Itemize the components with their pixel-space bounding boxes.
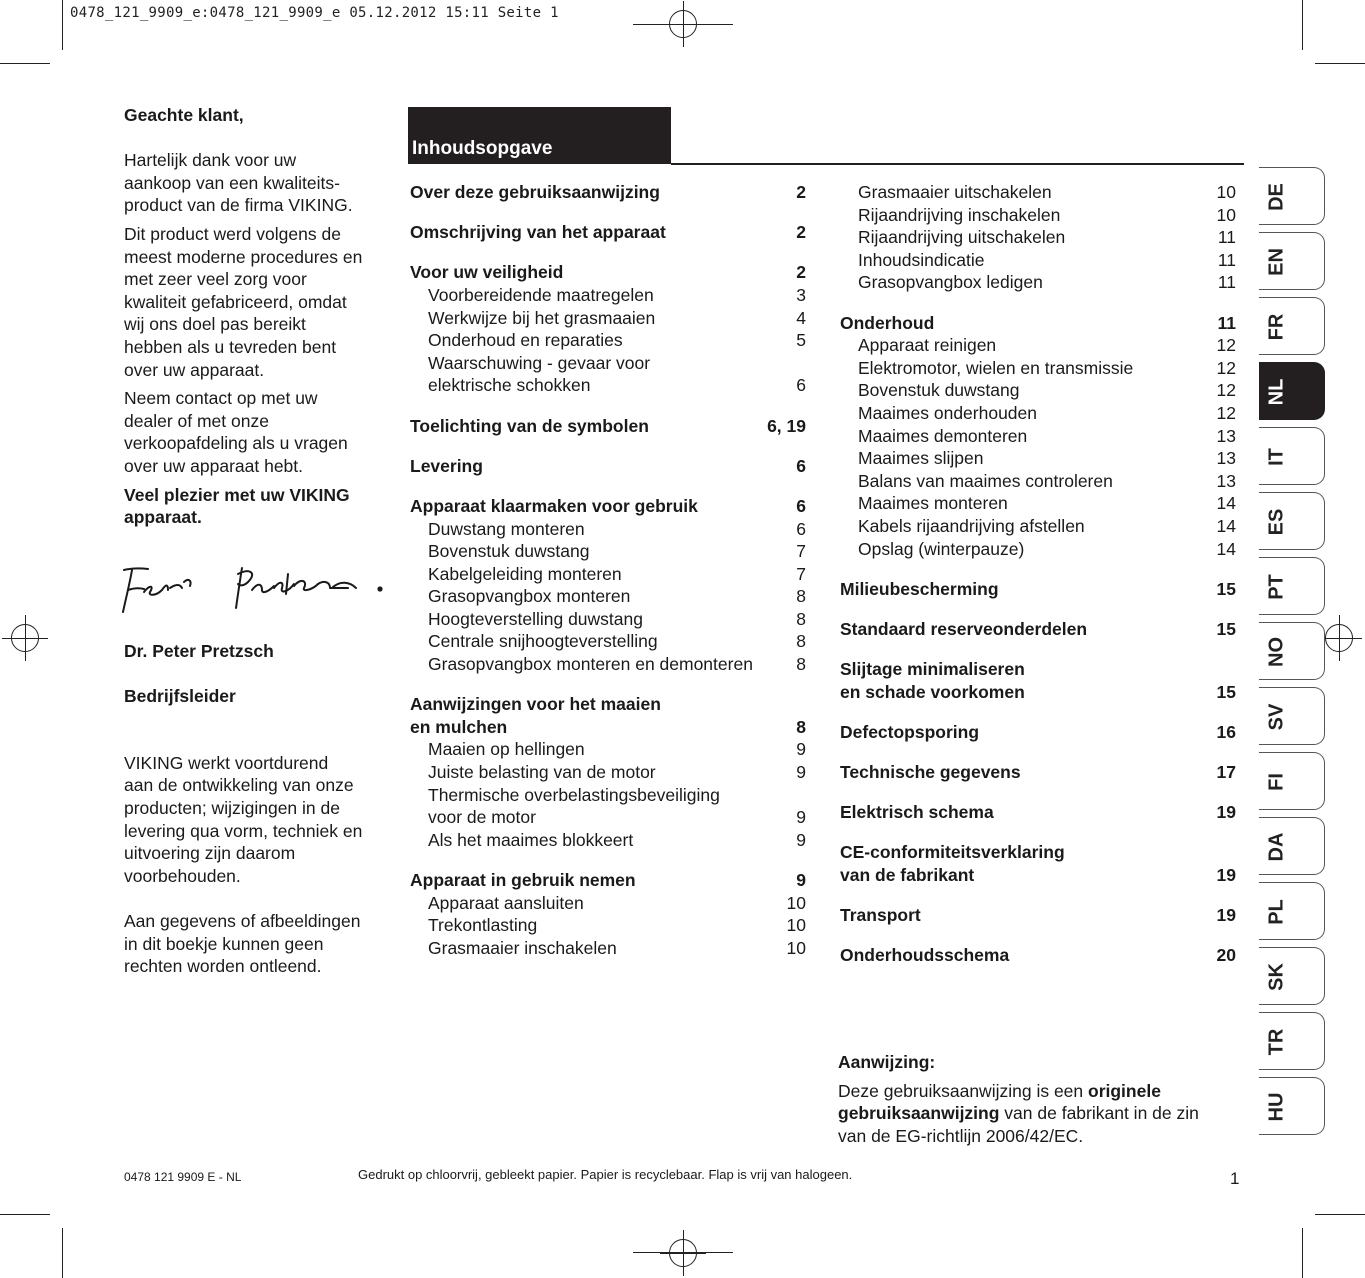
crop-mark <box>1315 1214 1365 1215</box>
toc-subsection-entry <box>410 937 806 960</box>
toc-entry-page: 10 <box>1216 182 1236 202</box>
toc-section-entry <box>840 944 1236 967</box>
toc-entry-page: 15 <box>1216 681 1236 702</box>
toc-entry-label: Over deze gebruiksaanwijzing <box>410 182 660 202</box>
toc-section-entry <box>840 721 1236 744</box>
toc-section-entry <box>840 618 1236 641</box>
toc-entry-label: Apparaat klaarmaken voor gebruik <box>410 495 698 516</box>
toc-entry-page: 6, 19 <box>767 415 806 436</box>
toc-entry-page: 14 <box>1216 493 1236 514</box>
crop-mark <box>1302 0 1303 50</box>
toc-entry-label: Standaard reserveonderdelen <box>840 618 1088 639</box>
toc-subsection-entry <box>410 761 806 784</box>
toc-entry-label: CE-conformiteitsverklaring van de fabrikant <box>840 842 1065 885</box>
toc-entry-label: Milieubescherming <box>840 578 999 599</box>
toc-section-entry <box>410 455 806 478</box>
crop-mark <box>62 0 63 50</box>
toc-entry-page: 2 <box>796 262 806 283</box>
toc-section-entry <box>410 495 806 518</box>
toc-entry-page: 12 <box>1216 357 1236 378</box>
document-code: 0478 121 9909 E - NL <box>124 1170 242 1184</box>
toc-entry-label: Als het maaimes blokkeert <box>428 829 634 850</box>
toc-entry-label: Maaimes monteren <box>858 493 1008 514</box>
toc-entry-page: 6 <box>796 518 806 539</box>
toc-subsection-entry <box>410 563 806 586</box>
toc-entry-page: 9 <box>796 870 806 890</box>
toc-subsection-entry <box>410 540 806 563</box>
toc-entry-page: 4 <box>796 307 806 328</box>
toc-entry-label: Levering <box>410 455 483 476</box>
language-tab-de[interactable] <box>1259 167 1325 225</box>
toc-subsection-entry <box>410 307 806 330</box>
crop-mark <box>1302 1228 1303 1278</box>
toc-entry-page: 2 <box>796 182 806 202</box>
toc-entry-label: Balans van maaimes controleren <box>858 470 1113 491</box>
toc-divider <box>671 163 1244 165</box>
language-tabs <box>1259 167 1326 1142</box>
toc-entry-label: Trekontlasting <box>428 915 538 936</box>
language-tab-label: PT <box>1265 574 1288 600</box>
language-tab-es[interactable] <box>1259 492 1325 550</box>
toc-subsection-entry <box>840 492 1236 515</box>
toc-entry-page: 10 <box>786 892 806 913</box>
toc-section-entry <box>410 221 806 244</box>
toc-entry-label: Technische gegevens <box>840 762 1021 783</box>
toc-entry-label: Kabelgeleiding monteren <box>428 563 622 584</box>
toc-entry-page: 10 <box>786 915 806 936</box>
toc-entry-page: 6 <box>796 495 806 516</box>
toc-section-entry <box>410 693 806 738</box>
disclaimer-paragraph-2: Aan gegevens of afbeeldingen in dit boekje kunnen geen rechten worden ontleend. <box>124 910 361 977</box>
toc-section-entry <box>840 841 1236 886</box>
toc-entry-page: 13 <box>1216 448 1236 469</box>
toc-entry-label: Grasopvangbox monteren en demonteren <box>428 654 753 675</box>
toc-entry-label: Grasmaaier inschakelen <box>428 937 617 958</box>
greeting: Geachte klant, <box>124 105 244 125</box>
toc-entry-label: Hoogteverstelling duwstang <box>428 608 643 629</box>
toc-subsection-entry <box>840 402 1236 425</box>
language-tab-label: NL <box>1265 378 1288 406</box>
intro-paragraph-1: Hartelijk dank voor uw aankoop van een kwaliteits- product van de firma VIKING. <box>124 150 353 216</box>
toc-subsection-entry <box>410 630 806 653</box>
toc-entry-label: Apparaat reinigen <box>858 335 997 356</box>
toc-subsection-entry <box>840 538 1236 561</box>
toc-entry-label: Transport <box>840 905 921 926</box>
toc-subsection-entry <box>840 181 1236 204</box>
crop-mark <box>0 1214 50 1215</box>
toc-entry-page: 10 <box>786 937 806 958</box>
toc-subsection-entry <box>840 357 1236 380</box>
toc-entry-label: Juiste belasting van de motor <box>428 762 656 783</box>
toc-entry-page: 8 <box>796 608 806 629</box>
toc-entry-page: 19 <box>1216 802 1236 823</box>
toc-section-entry <box>840 801 1236 824</box>
note-text <box>838 1080 1238 1148</box>
language-tab-label: SV <box>1265 703 1288 731</box>
language-tab-sk[interactable] <box>1259 947 1325 1005</box>
crop-mark <box>0 63 50 64</box>
toc-entry-page: 5 <box>796 330 806 351</box>
language-tab-nl[interactable] <box>1259 362 1325 420</box>
language-tab-label: HU <box>1265 1092 1288 1122</box>
toc-entry-label: Voorbereidende maatregelen <box>428 284 654 305</box>
toc-subsection-entry <box>410 653 806 676</box>
page-number: 1 <box>1230 1169 1240 1188</box>
toc-subsection-entry <box>840 334 1236 357</box>
toc-entry-label: Centrale snijhoogteverstelling <box>428 631 658 652</box>
language-tab-label: DE <box>1265 183 1288 211</box>
language-tab-it[interactable] <box>1259 427 1325 485</box>
note-heading: Aanwijzing: <box>838 1052 936 1072</box>
toc-subsection-entry <box>410 585 806 608</box>
print-slug: 0478_121_9909_e:0478_121_9909_e 05.12.2012 15:11 Seite 1 <box>70 5 559 21</box>
toc-subsection-entry <box>410 829 806 852</box>
toc-subsection-entry <box>840 425 1236 448</box>
note-text-part: van de fabrikant in de zin van de EG-richtlijn 2006/42/EC. <box>838 1103 1199 1146</box>
toc-entry-page: 12 <box>1216 380 1236 401</box>
toc-title: Inhoudsopgave <box>408 107 671 164</box>
language-tab-label: FR <box>1265 313 1288 341</box>
toc-entry-page: 15 <box>1216 618 1236 639</box>
toc-entry-label: Omschrijving van het apparaat <box>410 222 666 243</box>
signature-icon <box>118 560 390 618</box>
language-tab-en[interactable] <box>1259 232 1325 290</box>
toc-subsection-entry <box>840 249 1236 272</box>
language-tab-fr[interactable] <box>1259 297 1325 355</box>
toc-entry-label: Onderhoud <box>840 312 935 333</box>
toc-entry-page: 14 <box>1216 515 1236 536</box>
toc-entry-label: Kabels rijaandrijving afstellen <box>858 515 1085 536</box>
toc-entry-label: Apparaat aansluiten <box>428 892 584 913</box>
toc-entry-page: 13 <box>1216 425 1236 446</box>
toc-entry-label: Slijtage minimaliseren en schade voorkomen <box>840 659 1025 702</box>
toc-entry-page: 2 <box>796 222 806 243</box>
language-tab-label: ES <box>1265 508 1288 536</box>
language-tab-tr[interactable] <box>1259 1012 1325 1070</box>
toc-entry-page: 9 <box>796 739 806 760</box>
note-block <box>838 1051 1238 1147</box>
toc-column-left <box>410 181 806 959</box>
registration-mark-icon <box>669 1239 697 1267</box>
toc-entry-page: 11 <box>1217 312 1236 333</box>
language-tab-label: FI <box>1265 773 1288 791</box>
toc-subsection-entry <box>840 447 1236 470</box>
note-text-part: Deze gebruiksaanwijzing is een <box>838 1080 1088 1101</box>
toc-entry-label: Aanwijzingen voor het maaien en mulchen <box>410 694 661 737</box>
toc-entry-label: Rijaandrijving uitschakelen <box>858 227 1066 248</box>
toc-entry-page: 17 <box>1216 762 1236 783</box>
toc-entry-page: 10 <box>1216 204 1236 225</box>
toc-subsection-entry <box>410 892 806 915</box>
toc-entry-page: 11 <box>1217 249 1236 270</box>
toc-entry-label: Maaimes slijpen <box>858 448 984 469</box>
toc-section-entry <box>840 312 1236 335</box>
toc-subsection-entry <box>840 470 1236 493</box>
toc-entry-page: 12 <box>1216 402 1236 423</box>
toc-entry-page: 3 <box>796 284 806 305</box>
note-text-emphasis: originele gebruiksaanwijzing <box>838 1080 1161 1124</box>
toc-entry-label: Maaimes demonteren <box>858 425 1028 446</box>
toc-subsection-entry <box>410 284 806 307</box>
toc-subsection-entry <box>410 608 806 631</box>
toc-entry-label: Maaien op hellingen <box>428 739 585 760</box>
toc-entry-page: 9 <box>796 829 806 850</box>
toc-subsection-entry <box>410 329 806 352</box>
toc-entry-page: 15 <box>1216 578 1236 599</box>
signer-block <box>124 640 386 978</box>
toc-entry-page: 11 <box>1217 272 1236 293</box>
toc-entry-page: 9 <box>796 807 806 828</box>
language-tab-label: EN <box>1265 248 1288 276</box>
toc-entry-label: Apparaat in gebruik nemen <box>410 870 636 890</box>
toc-entry-page: 9 <box>796 762 806 783</box>
intro-paragraph-3: Neem contact op met uw dealer of met onze verkoopafdeling als u vragen over uw apparaat hebt. <box>124 388 348 476</box>
toc-entry-page: 8 <box>796 631 806 652</box>
toc-section-entry <box>840 578 1236 601</box>
toc-column-right <box>840 181 1236 967</box>
language-tab-fi[interactable] <box>1259 752 1325 810</box>
toc-entry-page: 12 <box>1216 335 1236 356</box>
language-tab-hu[interactable] <box>1259 1077 1325 1135</box>
toc-section-entry <box>410 869 806 892</box>
toc-section-entry <box>840 658 1236 703</box>
toc-entry-label: Waarschuwing - gevaar voor elektrische schokken <box>428 352 651 396</box>
toc-entry-label: Elektromotor, wielen en transmissie <box>858 357 1134 378</box>
toc-entry-label: Grasmaaier uitschakelen <box>858 182 1052 202</box>
language-tab-label: TR <box>1265 1028 1288 1056</box>
toc-subsection-entry <box>410 738 806 761</box>
toc-entry-page: 19 <box>1216 905 1236 926</box>
disclaimer-paragraph-1: VIKING werkt voortdurend aan de ontwikkeling van onze producten; wijzigingen in de levering qua vorm, techniek en uitvoering zijn daarom voorbehouden. <box>124 752 363 886</box>
toc-entry-label: Bovenstuk duwstang <box>858 380 1020 401</box>
registration-mark-icon <box>669 10 697 38</box>
toc-entry-page: 16 <box>1216 721 1236 742</box>
toc-entry-label: Bovenstuk duwstang <box>428 541 590 562</box>
language-tab-label: SK <box>1265 963 1288 991</box>
toc-entry-label: Maaimes onderhouden <box>858 402 1038 423</box>
language-tab-sv[interactable] <box>1259 687 1325 745</box>
toc-entry-label: Grasopvangbox ledigen <box>858 272 1043 293</box>
language-tab-pl[interactable] <box>1259 882 1325 940</box>
toc-entry-page: 11 <box>1217 227 1236 248</box>
toc-entry-page: 8 <box>796 654 806 675</box>
toc-subsection-entry <box>840 379 1236 402</box>
toc-entry-label: Werkwijze bij het grasmaaien <box>428 307 656 328</box>
toc-section-entry <box>410 415 806 438</box>
language-tab-label: DA <box>1265 832 1288 862</box>
toc-section-entry <box>410 261 806 284</box>
toc-entry-page: 20 <box>1216 945 1236 966</box>
language-tab-label: NO <box>1265 637 1288 667</box>
registration-mark-icon <box>11 624 39 652</box>
registration-mark-icon <box>1325 624 1353 652</box>
language-tab-label: IT <box>1265 448 1288 466</box>
toc-subsection-entry <box>840 226 1236 249</box>
toc-subsection-entry <box>840 515 1236 538</box>
toc-section-entry <box>840 761 1236 784</box>
toc-entry-page: 7 <box>796 541 806 562</box>
toc-entry-label: Inhoudsindicatie <box>858 249 985 270</box>
toc-entry-page: 8 <box>796 586 806 607</box>
intro-paragraph-2: Dit product werd volgens de meest moderne procedures en met zeer veel zorg voor kwaliteit gefabriceerd, omdat wij ons doel pas bereikt hebben als u tevreden bent over uw apparaat. <box>124 223 363 380</box>
toc-subsection-entry <box>410 518 806 541</box>
toc-subsection-entry <box>410 784 806 829</box>
toc-entry-page: 7 <box>796 563 806 584</box>
intro-column <box>124 104 386 529</box>
toc-entry-label: Voor uw veiligheid <box>410 262 564 283</box>
toc-entry-page: 8 <box>796 716 806 737</box>
toc-section-entry <box>840 904 1236 927</box>
signer-title: Bedrijfsleider <box>124 686 236 707</box>
toc-entry-label: Toelichting van de symbolen <box>410 415 649 436</box>
toc-entry-label: Onderhoud en reparaties <box>428 330 623 351</box>
language-tab-no[interactable] <box>1259 622 1325 680</box>
toc-entry-label: Thermische overbelastingsbeveiliging voor de motor <box>428 784 720 828</box>
toc-entry-page: 6 <box>796 375 806 396</box>
toc-subsection-entry <box>840 271 1236 294</box>
toc-entry-label: Grasopvangbox monteren <box>428 586 631 607</box>
toc-entry-label: Onderhoudsschema <box>840 945 1010 966</box>
toc-entry-label: Elektrisch schema <box>840 802 994 823</box>
toc-subsection-entry <box>410 352 806 397</box>
toc-entry-label: Rijaandrijving inschakelen <box>858 204 1061 225</box>
toc-entry-page: 14 <box>1216 538 1236 559</box>
toc-entry-label: Duwstang monteren <box>428 518 585 539</box>
paper-notice: Gedrukt op chloorvrij, gebleekt papier. Papier is recyclebaar. Flap is vrij van halogeen. <box>358 1167 853 1182</box>
language-tab-pt[interactable] <box>1259 557 1325 615</box>
crop-mark <box>62 1228 63 1278</box>
toc-entry-page: 6 <box>796 455 806 476</box>
intro-paragraph-4: Veel plezier met uw VIKING apparaat. <box>124 484 350 528</box>
toc-subsection-entry <box>410 914 806 937</box>
toc-entry-label: Defectopsporing <box>840 721 980 742</box>
toc-entry-page: 19 <box>1216 865 1236 885</box>
toc-entry-page: 13 <box>1216 470 1236 491</box>
toc-subsection-entry <box>840 204 1236 227</box>
crop-mark <box>1315 63 1365 64</box>
toc-entry-label: Opslag (winterpauze) <box>858 538 1025 559</box>
language-tab-label: PL <box>1265 899 1288 925</box>
toc-section-entry <box>410 181 806 204</box>
signer-name: Dr. Peter Pretzsch <box>124 641 274 661</box>
language-tab-da[interactable] <box>1259 817 1325 875</box>
